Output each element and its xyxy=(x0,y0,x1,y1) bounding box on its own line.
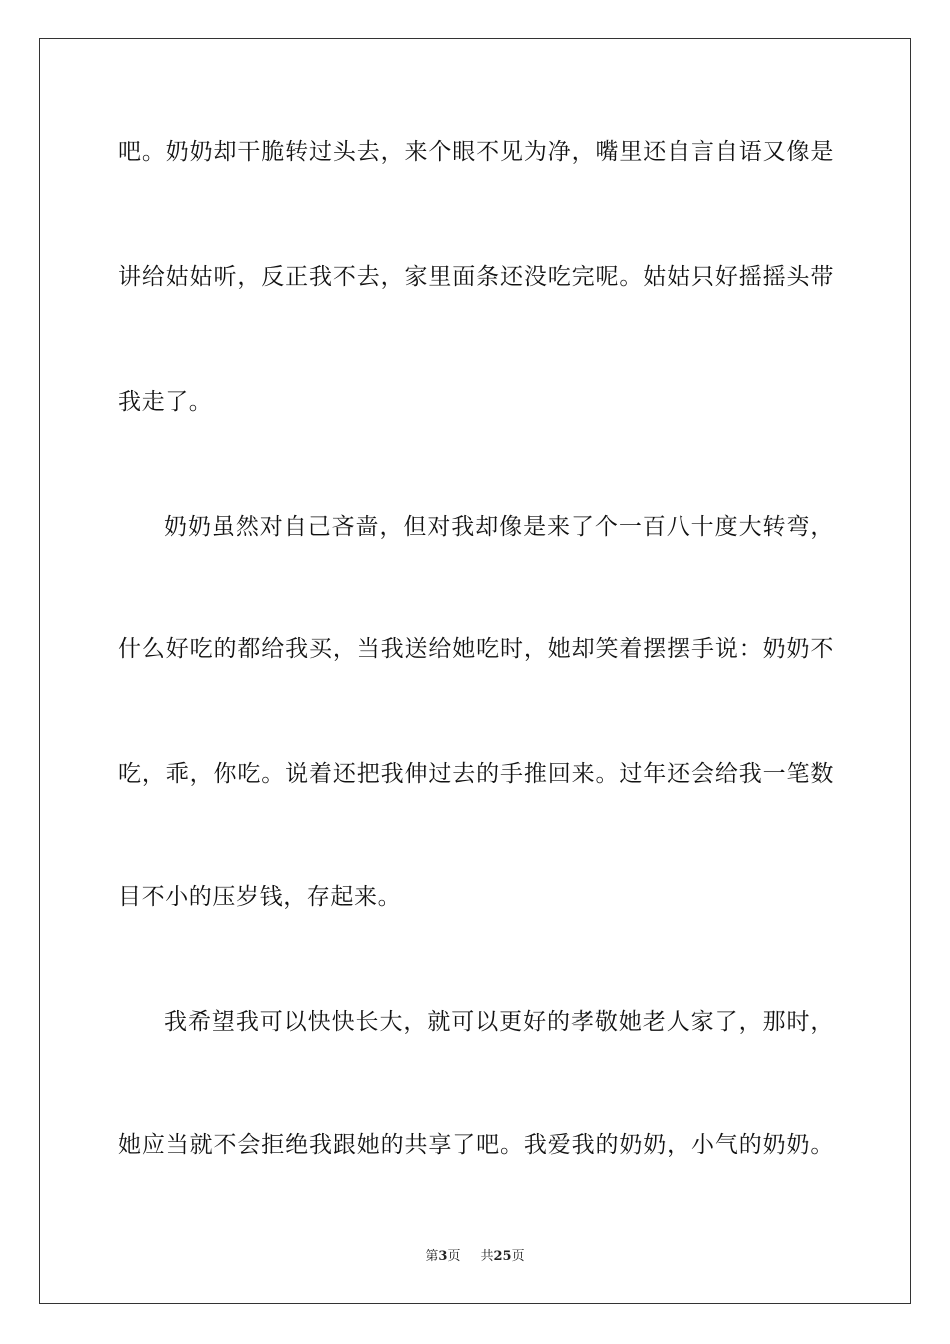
page-footer xyxy=(0,1248,950,1266)
paragraph-line: 她应当就不会拒绝我跟她的共享了吧。我爱我的奶奶，小气的奶奶。 xyxy=(118,1132,834,1158)
page-number: 3 xyxy=(438,1249,448,1264)
total-prefix: 共 xyxy=(480,1249,494,1264)
paragraph-line: 目不小的压岁钱，存起来。 xyxy=(118,884,402,910)
paragraph-line: 吧。奶奶却干脆转过头去，来个眼不见为净，嘴里还自言自语又像是 xyxy=(118,139,834,165)
paragraph-line: 我希望我可以快快长大，就可以更好的孝敬她老人家了，那时， xyxy=(164,1009,834,1035)
paragraph-line: 什么好吃的都给我买，当我送给她吃时，她却笑着摆摆手说：奶奶不 xyxy=(118,636,834,662)
total-suffix: 页 xyxy=(511,1249,525,1264)
paragraph-line: 吃，乖，你吃。说着还把我伸过去的手推回来。过年还会给我一笔数 xyxy=(118,761,834,787)
page-border xyxy=(39,38,911,1304)
paragraph-line: 我走了。 xyxy=(118,389,213,415)
total-pages: 25 xyxy=(493,1249,512,1264)
paragraph-line: 奶奶虽然对自己吝啬，但对我却像是来了个一百八十度大转弯， xyxy=(164,514,834,540)
page-prefix: 第 xyxy=(425,1249,439,1264)
page-suffix: 页 xyxy=(447,1249,461,1264)
paragraph-line: 讲给姑姑听，反正我不去，家里面条还没吃完呢。姑姑只好摇摇头带 xyxy=(118,264,834,290)
